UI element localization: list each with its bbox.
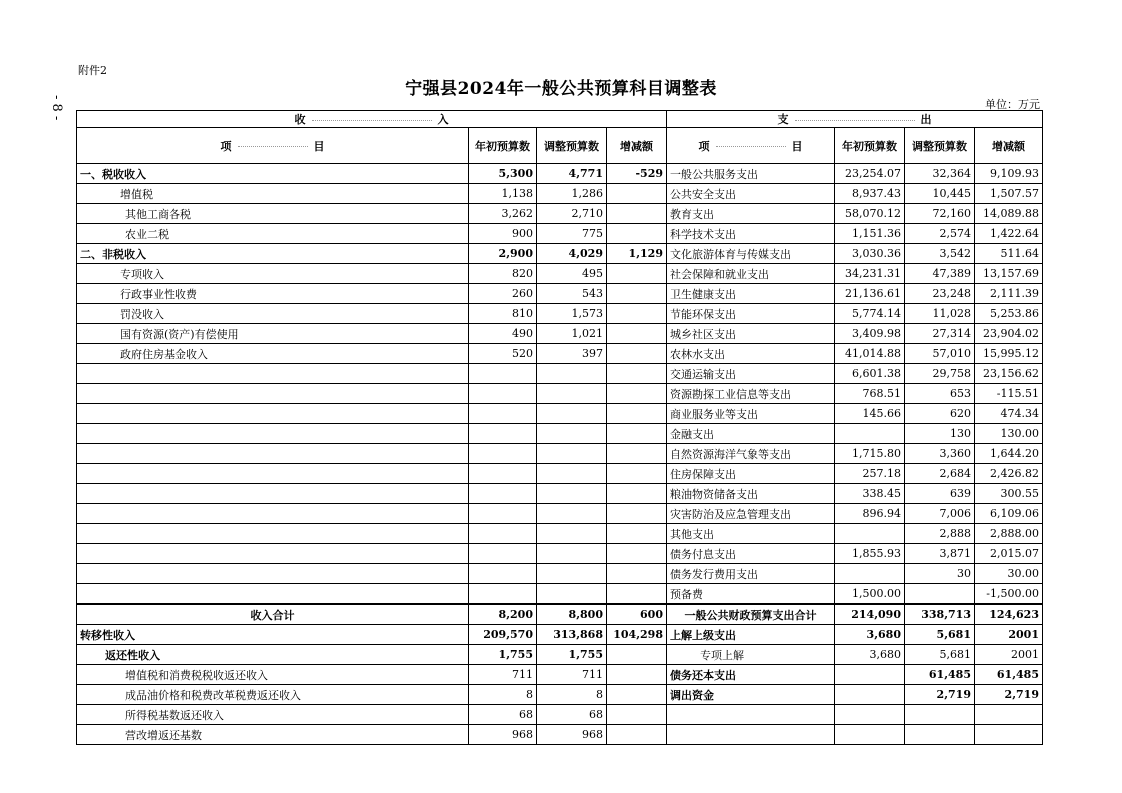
expense-initial-cell: 1,151.36	[835, 224, 905, 244]
table-row	[77, 584, 1043, 605]
income-initial-cell: 3,262	[469, 204, 537, 224]
expense-initial-cell: 23,254.07	[835, 164, 905, 184]
income-header: 收 入	[77, 111, 667, 128]
expense-adjusted-cell: 130	[905, 424, 975, 444]
income-change-cell	[607, 544, 667, 564]
income-item-cell	[77, 564, 469, 584]
attachment-label: 附件2	[78, 64, 107, 77]
income-adjusted-cell	[537, 544, 607, 564]
income-initial-cell: 711	[469, 665, 537, 685]
header-row-2	[77, 128, 1043, 164]
income-item-cell	[77, 404, 469, 424]
table-row	[77, 665, 1043, 685]
expense-adjusted-cell: 30	[905, 564, 975, 584]
income-initial-cell: 520	[469, 344, 537, 364]
income-item-cell: 营改增返还基数	[77, 725, 469, 745]
expense-change-cell: 23,156.62	[975, 364, 1043, 384]
expense-initial-cell: 896.94	[835, 504, 905, 524]
expense-adjusted-cell: 653	[905, 384, 975, 404]
expense-adjusted-cell: 27,314	[905, 324, 975, 344]
expense-change-cell: 2,888.00	[975, 524, 1043, 544]
expense-initial-cell: 58,070.12	[835, 204, 905, 224]
expense-item-cell: 社会保障和就业支出	[667, 264, 835, 284]
expense-adjusted-cell	[905, 725, 975, 745]
income-change-cell	[607, 204, 667, 224]
income-adjusted-cell: 775	[537, 224, 607, 244]
expense-item-cell: 债务还本支出	[667, 665, 835, 685]
income-item-cell	[77, 444, 469, 464]
income-change-header: 增减额	[607, 128, 667, 164]
expense-initial-cell: 5,774.14	[835, 304, 905, 324]
income-initial-cell: 8,200	[469, 604, 537, 625]
income-initial-cell	[469, 564, 537, 584]
table-row	[77, 705, 1043, 725]
income-initial-cell	[469, 584, 537, 605]
income-initial-cell: 8	[469, 685, 537, 705]
expense-change-cell: 5,253.86	[975, 304, 1043, 324]
expense-initial-cell: 3,030.36	[835, 244, 905, 264]
income-change-cell	[607, 665, 667, 685]
expense-change-cell: 23,904.02	[975, 324, 1043, 344]
table-row	[77, 544, 1043, 564]
income-initial-cell	[469, 424, 537, 444]
expense-change-cell	[975, 725, 1043, 745]
income-initial-cell	[469, 484, 537, 504]
expense-initial-cell	[835, 685, 905, 705]
income-initial-cell: 209,570	[469, 625, 537, 645]
income-adjusted-cell	[537, 504, 607, 524]
expense-change-cell: 1,507.57	[975, 184, 1043, 204]
income-item-cell	[77, 524, 469, 544]
income-item-cell	[77, 464, 469, 484]
income-adjusted-cell: 1,755	[537, 645, 607, 665]
expense-item-cell: 债务发行费用支出	[667, 564, 835, 584]
expense-item-cell: 预备费	[667, 584, 835, 605]
expense-initial-cell	[835, 705, 905, 725]
expense-item-cell: 商业服务业等支出	[667, 404, 835, 424]
expense-item-cell: 资源勘探工业信息等支出	[667, 384, 835, 404]
income-item-cell: 国有资源(资产)有偿使用	[77, 324, 469, 344]
expense-adjusted-cell: 72,160	[905, 204, 975, 224]
expense-change-cell: 2,111.39	[975, 284, 1043, 304]
income-initial-cell	[469, 444, 537, 464]
income-change-cell	[607, 364, 667, 384]
income-adjusted-cell	[537, 484, 607, 504]
income-item-cell	[77, 544, 469, 564]
expense-item-cell: 卫生健康支出	[667, 284, 835, 304]
income-item-cell: 一、税收收入	[77, 164, 469, 184]
expense-initial-header: 年初预算数	[835, 128, 905, 164]
table-row	[77, 424, 1043, 444]
expense-initial-cell: 214,090	[835, 604, 905, 625]
expense-initial-cell: 41,014.88	[835, 344, 905, 364]
income-change-cell: 104,298	[607, 625, 667, 645]
expense-adjusted-cell: 10,445	[905, 184, 975, 204]
table-row	[77, 524, 1043, 544]
income-change-cell	[607, 304, 667, 324]
table-row	[77, 304, 1043, 324]
table-row	[77, 725, 1043, 745]
table-body	[77, 164, 1043, 745]
income-adjusted-cell	[537, 584, 607, 605]
expense-change-cell: 2001	[975, 645, 1043, 665]
income-item-cell: 罚没收入	[77, 304, 469, 324]
expense-adjusted-cell: 57,010	[905, 344, 975, 364]
income-item-cell: 增值税和消费税税收返还收入	[77, 665, 469, 685]
income-initial-cell: 260	[469, 284, 537, 304]
income-initial-cell	[469, 404, 537, 424]
income-initial-cell	[469, 384, 537, 404]
expense-adjusted-cell: 5,681	[905, 645, 975, 665]
expense-adjusted-cell: 61,485	[905, 665, 975, 685]
expense-adjusted-cell	[905, 584, 975, 605]
income-initial-cell: 1,755	[469, 645, 537, 665]
expense-change-cell: -115.51	[975, 384, 1043, 404]
expense-item-cell	[667, 705, 835, 725]
expense-change-cell: 1,644.20	[975, 444, 1043, 464]
income-initial-cell	[469, 464, 537, 484]
income-initial-cell: 820	[469, 264, 537, 284]
table-row	[77, 625, 1043, 645]
expense-initial-cell	[835, 424, 905, 444]
income-adjusted-cell: 711	[537, 665, 607, 685]
expense-item-cell: 专项上解	[667, 645, 835, 665]
expense-initial-cell: 1,855.93	[835, 544, 905, 564]
income-item-cell: 成品油价格和税费改革税费返还收入	[77, 685, 469, 705]
income-initial-cell: 968	[469, 725, 537, 745]
income-change-cell	[607, 464, 667, 484]
income-adjusted-cell: 1,286	[537, 184, 607, 204]
expense-adjusted-cell: 2,888	[905, 524, 975, 544]
income-item-cell: 专项收入	[77, 264, 469, 284]
expense-change-header: 增减额	[975, 128, 1043, 164]
income-initial-header: 年初预算数	[469, 128, 537, 164]
table-row	[77, 504, 1043, 524]
expense-initial-cell: 768.51	[835, 384, 905, 404]
income-adjusted-cell: 495	[537, 264, 607, 284]
income-initial-cell	[469, 524, 537, 544]
income-initial-cell	[469, 504, 537, 524]
table-row	[77, 685, 1043, 705]
expense-item-cell: 调出资金	[667, 685, 835, 705]
income-item-cell	[77, 584, 469, 605]
income-initial-cell: 900	[469, 224, 537, 244]
page-number: - 8 -	[49, 95, 64, 121]
expense-item-cell: 城乡社区支出	[667, 324, 835, 344]
income-adjusted-cell	[537, 404, 607, 424]
expense-change-cell: 2,015.07	[975, 544, 1043, 564]
expense-change-cell: 6,109.06	[975, 504, 1043, 524]
income-adjusted-header: 调整预算数	[537, 128, 607, 164]
expense-adjusted-cell: 639	[905, 484, 975, 504]
income-item-cell: 二、非税收入	[77, 244, 469, 264]
income-item-cell	[77, 364, 469, 384]
expense-initial-cell: 145.66	[835, 404, 905, 424]
income-change-cell	[607, 524, 667, 544]
income-adjusted-cell: 68	[537, 705, 607, 725]
expense-item-cell: 一般公共服务支出	[667, 164, 835, 184]
expense-change-cell: 474.34	[975, 404, 1043, 424]
income-adjusted-cell	[537, 424, 607, 444]
expense-item-cell: 金融支出	[667, 424, 835, 444]
income-adjusted-cell: 8,800	[537, 604, 607, 625]
income-adjusted-cell: 4,029	[537, 244, 607, 264]
income-change-cell	[607, 264, 667, 284]
income-item-cell: 收入合计	[77, 604, 469, 625]
table-row	[77, 204, 1043, 224]
income-change-cell	[607, 344, 667, 364]
expense-change-cell: 15,995.12	[975, 344, 1043, 364]
income-item-cell: 增值税	[77, 184, 469, 204]
expense-item-cell: 上解上级支出	[667, 625, 835, 645]
income-item-cell: 所得税基数返还收入	[77, 705, 469, 725]
income-change-cell	[607, 705, 667, 725]
expense-change-cell: 130.00	[975, 424, 1043, 444]
budget-table	[76, 110, 1043, 745]
expense-adjusted-cell: 2,574	[905, 224, 975, 244]
income-adjusted-cell	[537, 564, 607, 584]
income-initial-cell: 2,900	[469, 244, 537, 264]
expense-item-cell: 教育支出	[667, 204, 835, 224]
income-change-cell	[607, 224, 667, 244]
income-change-cell	[607, 404, 667, 424]
income-adjusted-cell: 2,710	[537, 204, 607, 224]
expense-item-cell: 一般公共财政预算支出合计	[667, 604, 835, 625]
expense-change-cell: 124,623	[975, 604, 1043, 625]
expense-initial-cell: 338.45	[835, 484, 905, 504]
expense-change-cell: 1,422.64	[975, 224, 1043, 244]
income-change-cell	[607, 564, 667, 584]
table-row	[77, 324, 1043, 344]
income-item-cell	[77, 384, 469, 404]
income-adjusted-cell	[537, 524, 607, 544]
income-adjusted-cell: 1,021	[537, 324, 607, 344]
income-initial-cell	[469, 364, 537, 384]
table-row	[77, 645, 1043, 665]
income-item-cell	[77, 504, 469, 524]
table-row	[77, 464, 1043, 484]
expense-adjusted-cell: 3,360	[905, 444, 975, 464]
expense-adjusted-cell: 32,364	[905, 164, 975, 184]
expense-item-cell: 灾害防治及应急管理支出	[667, 504, 835, 524]
table-row	[77, 384, 1043, 404]
expense-adjusted-cell	[905, 705, 975, 725]
income-change-cell	[607, 284, 667, 304]
expense-adjusted-header: 调整预算数	[905, 128, 975, 164]
table-row	[77, 404, 1043, 424]
expense-adjusted-cell: 3,542	[905, 244, 975, 264]
income-change-cell	[607, 484, 667, 504]
expense-initial-cell: 1,500.00	[835, 584, 905, 605]
expense-item-cell	[667, 725, 835, 745]
income-change-cell: 600	[607, 604, 667, 625]
expense-initial-cell: 257.18	[835, 464, 905, 484]
income-adjusted-cell: 397	[537, 344, 607, 364]
header-row-1	[77, 111, 1043, 128]
expense-adjusted-cell: 3,871	[905, 544, 975, 564]
income-item-header: 项 目	[77, 128, 469, 164]
table-row	[77, 224, 1043, 244]
income-adjusted-cell	[537, 384, 607, 404]
table-row	[77, 364, 1043, 384]
income-item-cell: 行政事业性收费	[77, 284, 469, 304]
expense-change-cell: 2,426.82	[975, 464, 1043, 484]
expense-change-cell: 2001	[975, 625, 1043, 645]
expense-item-cell: 文化旅游体育与传媒支出	[667, 244, 835, 264]
income-adjusted-cell: 4,771	[537, 164, 607, 184]
expense-change-cell: 13,157.69	[975, 264, 1043, 284]
expense-change-cell: 30.00	[975, 564, 1043, 584]
table-row	[77, 184, 1043, 204]
expense-item-cell: 债务付息支出	[667, 544, 835, 564]
income-adjusted-cell: 1,573	[537, 304, 607, 324]
income-change-cell	[607, 504, 667, 524]
expense-initial-cell	[835, 524, 905, 544]
expense-initial-cell	[835, 564, 905, 584]
expense-change-cell: 511.64	[975, 244, 1043, 264]
income-adjusted-cell: 968	[537, 725, 607, 745]
income-change-cell: -529	[607, 164, 667, 184]
expense-initial-cell: 6,601.38	[835, 364, 905, 384]
expense-initial-cell	[835, 665, 905, 685]
expense-adjusted-cell: 2,684	[905, 464, 975, 484]
income-item-cell: 农业二税	[77, 224, 469, 244]
expense-adjusted-cell: 5,681	[905, 625, 975, 645]
income-initial-cell: 68	[469, 705, 537, 725]
income-initial-cell: 1,138	[469, 184, 537, 204]
income-item-cell	[77, 484, 469, 504]
table-row	[77, 444, 1043, 464]
table-row	[77, 164, 1043, 184]
expense-change-cell: 2,719	[975, 685, 1043, 705]
expense-change-cell	[975, 705, 1043, 725]
expense-item-cell: 交通运输支出	[667, 364, 835, 384]
income-item-cell: 转移性收入	[77, 625, 469, 645]
income-item-cell: 返还性收入	[77, 645, 469, 665]
expense-change-cell: 14,089.88	[975, 204, 1043, 224]
expense-adjusted-cell: 620	[905, 404, 975, 424]
table-row	[77, 604, 1043, 625]
table-row	[77, 264, 1043, 284]
income-change-cell	[607, 424, 667, 444]
expense-initial-cell: 8,937.43	[835, 184, 905, 204]
income-adjusted-cell: 8	[537, 685, 607, 705]
income-initial-cell: 810	[469, 304, 537, 324]
expense-item-cell: 自然资源海洋气象等支出	[667, 444, 835, 464]
income-initial-cell: 490	[469, 324, 537, 344]
expense-initial-cell: 34,231.31	[835, 264, 905, 284]
income-change-cell	[607, 444, 667, 464]
table-row	[77, 484, 1043, 504]
income-change-cell: 1,129	[607, 244, 667, 264]
expense-adjusted-cell: 338,713	[905, 604, 975, 625]
table-row	[77, 344, 1043, 364]
income-change-cell	[607, 725, 667, 745]
table-row	[77, 244, 1043, 264]
expense-change-cell: 300.55	[975, 484, 1043, 504]
income-change-cell	[607, 584, 667, 605]
unit-label: 单位：万元	[985, 98, 1040, 111]
expense-item-header: 项 目	[667, 128, 835, 164]
expense-adjusted-cell: 11,028	[905, 304, 975, 324]
expense-initial-cell: 3,680	[835, 625, 905, 645]
income-adjusted-cell: 313,868	[537, 625, 607, 645]
expense-initial-cell: 3,680	[835, 645, 905, 665]
table-row	[77, 284, 1043, 304]
expense-item-cell: 科学技术支出	[667, 224, 835, 244]
income-change-cell	[607, 384, 667, 404]
page-title: 宁强县2024年一般公共预算科目调整表	[405, 79, 717, 99]
income-initial-cell: 5,300	[469, 164, 537, 184]
income-change-cell	[607, 645, 667, 665]
expense-header: 支 出	[667, 111, 1043, 128]
income-adjusted-cell	[537, 364, 607, 384]
income-item-cell: 其他工商各税	[77, 204, 469, 224]
expense-initial-cell	[835, 725, 905, 745]
expense-change-cell: 9,109.93	[975, 164, 1043, 184]
expense-item-cell: 公共安全支出	[667, 184, 835, 204]
expense-item-cell: 粮油物资储备支出	[667, 484, 835, 504]
expense-initial-cell: 1,715.80	[835, 444, 905, 464]
income-change-cell	[607, 685, 667, 705]
income-initial-cell	[469, 544, 537, 564]
income-item-cell: 政府住房基金收入	[77, 344, 469, 364]
expense-adjusted-cell: 29,758	[905, 364, 975, 384]
expense-initial-cell: 21,136.61	[835, 284, 905, 304]
income-adjusted-cell	[537, 444, 607, 464]
expense-item-cell: 节能环保支出	[667, 304, 835, 324]
expense-change-cell: -1,500.00	[975, 584, 1043, 605]
expense-adjusted-cell: 2,719	[905, 685, 975, 705]
expense-adjusted-cell: 23,248	[905, 284, 975, 304]
expense-item-cell: 农林水支出	[667, 344, 835, 364]
income-adjusted-cell	[537, 464, 607, 484]
expense-initial-cell: 3,409.98	[835, 324, 905, 344]
income-change-cell	[607, 184, 667, 204]
expense-adjusted-cell: 7,006	[905, 504, 975, 524]
income-adjusted-cell: 543	[537, 284, 607, 304]
expense-item-cell: 住房保障支出	[667, 464, 835, 484]
expense-item-cell: 其他支出	[667, 524, 835, 544]
expense-change-cell: 61,485	[975, 665, 1043, 685]
income-item-cell	[77, 424, 469, 444]
table-row	[77, 564, 1043, 584]
expense-adjusted-cell: 47,389	[905, 264, 975, 284]
income-change-cell	[607, 324, 667, 344]
